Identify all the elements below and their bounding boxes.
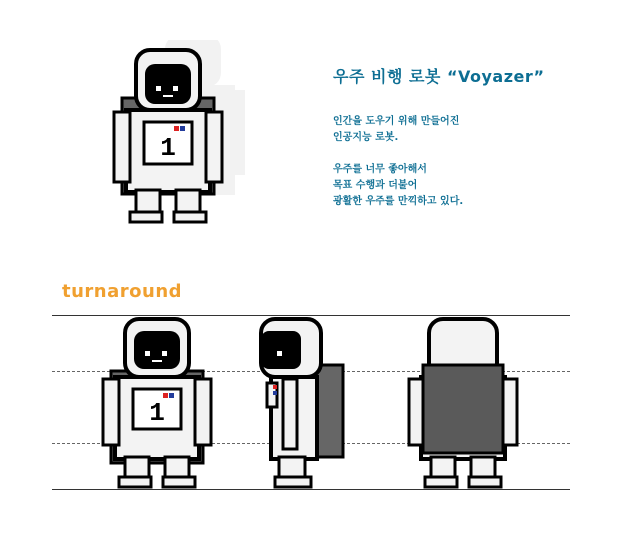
chest-number: 1 bbox=[160, 133, 176, 163]
desc-line: 광활한 우주를 만끽하고 있다. bbox=[333, 196, 464, 207]
turnaround-back-view bbox=[403, 315, 523, 490]
page-title: 우주 비행 로봇 “Voyazer” bbox=[333, 67, 545, 86]
desc-line: 인간을 도우기 위해 만들어진 bbox=[333, 116, 460, 127]
desc-line: 목표 수행과 더불어 bbox=[333, 180, 418, 191]
hero-astronaut bbox=[108, 40, 258, 225]
desc-line: 우주를 너무 좋아해서 bbox=[333, 164, 427, 175]
turnaround-side-view bbox=[255, 315, 355, 490]
front-chest-number: 1 bbox=[149, 398, 165, 428]
description-paragraph-1 bbox=[333, 114, 459, 146]
back-backpack bbox=[423, 365, 503, 453]
description-paragraph-2 bbox=[333, 162, 463, 210]
visor bbox=[145, 64, 191, 104]
turnaround-front-view bbox=[97, 315, 217, 490]
desc-line: 인공지능 로봇. bbox=[333, 132, 399, 143]
section-title-turnaround: turnaround bbox=[62, 281, 183, 302]
